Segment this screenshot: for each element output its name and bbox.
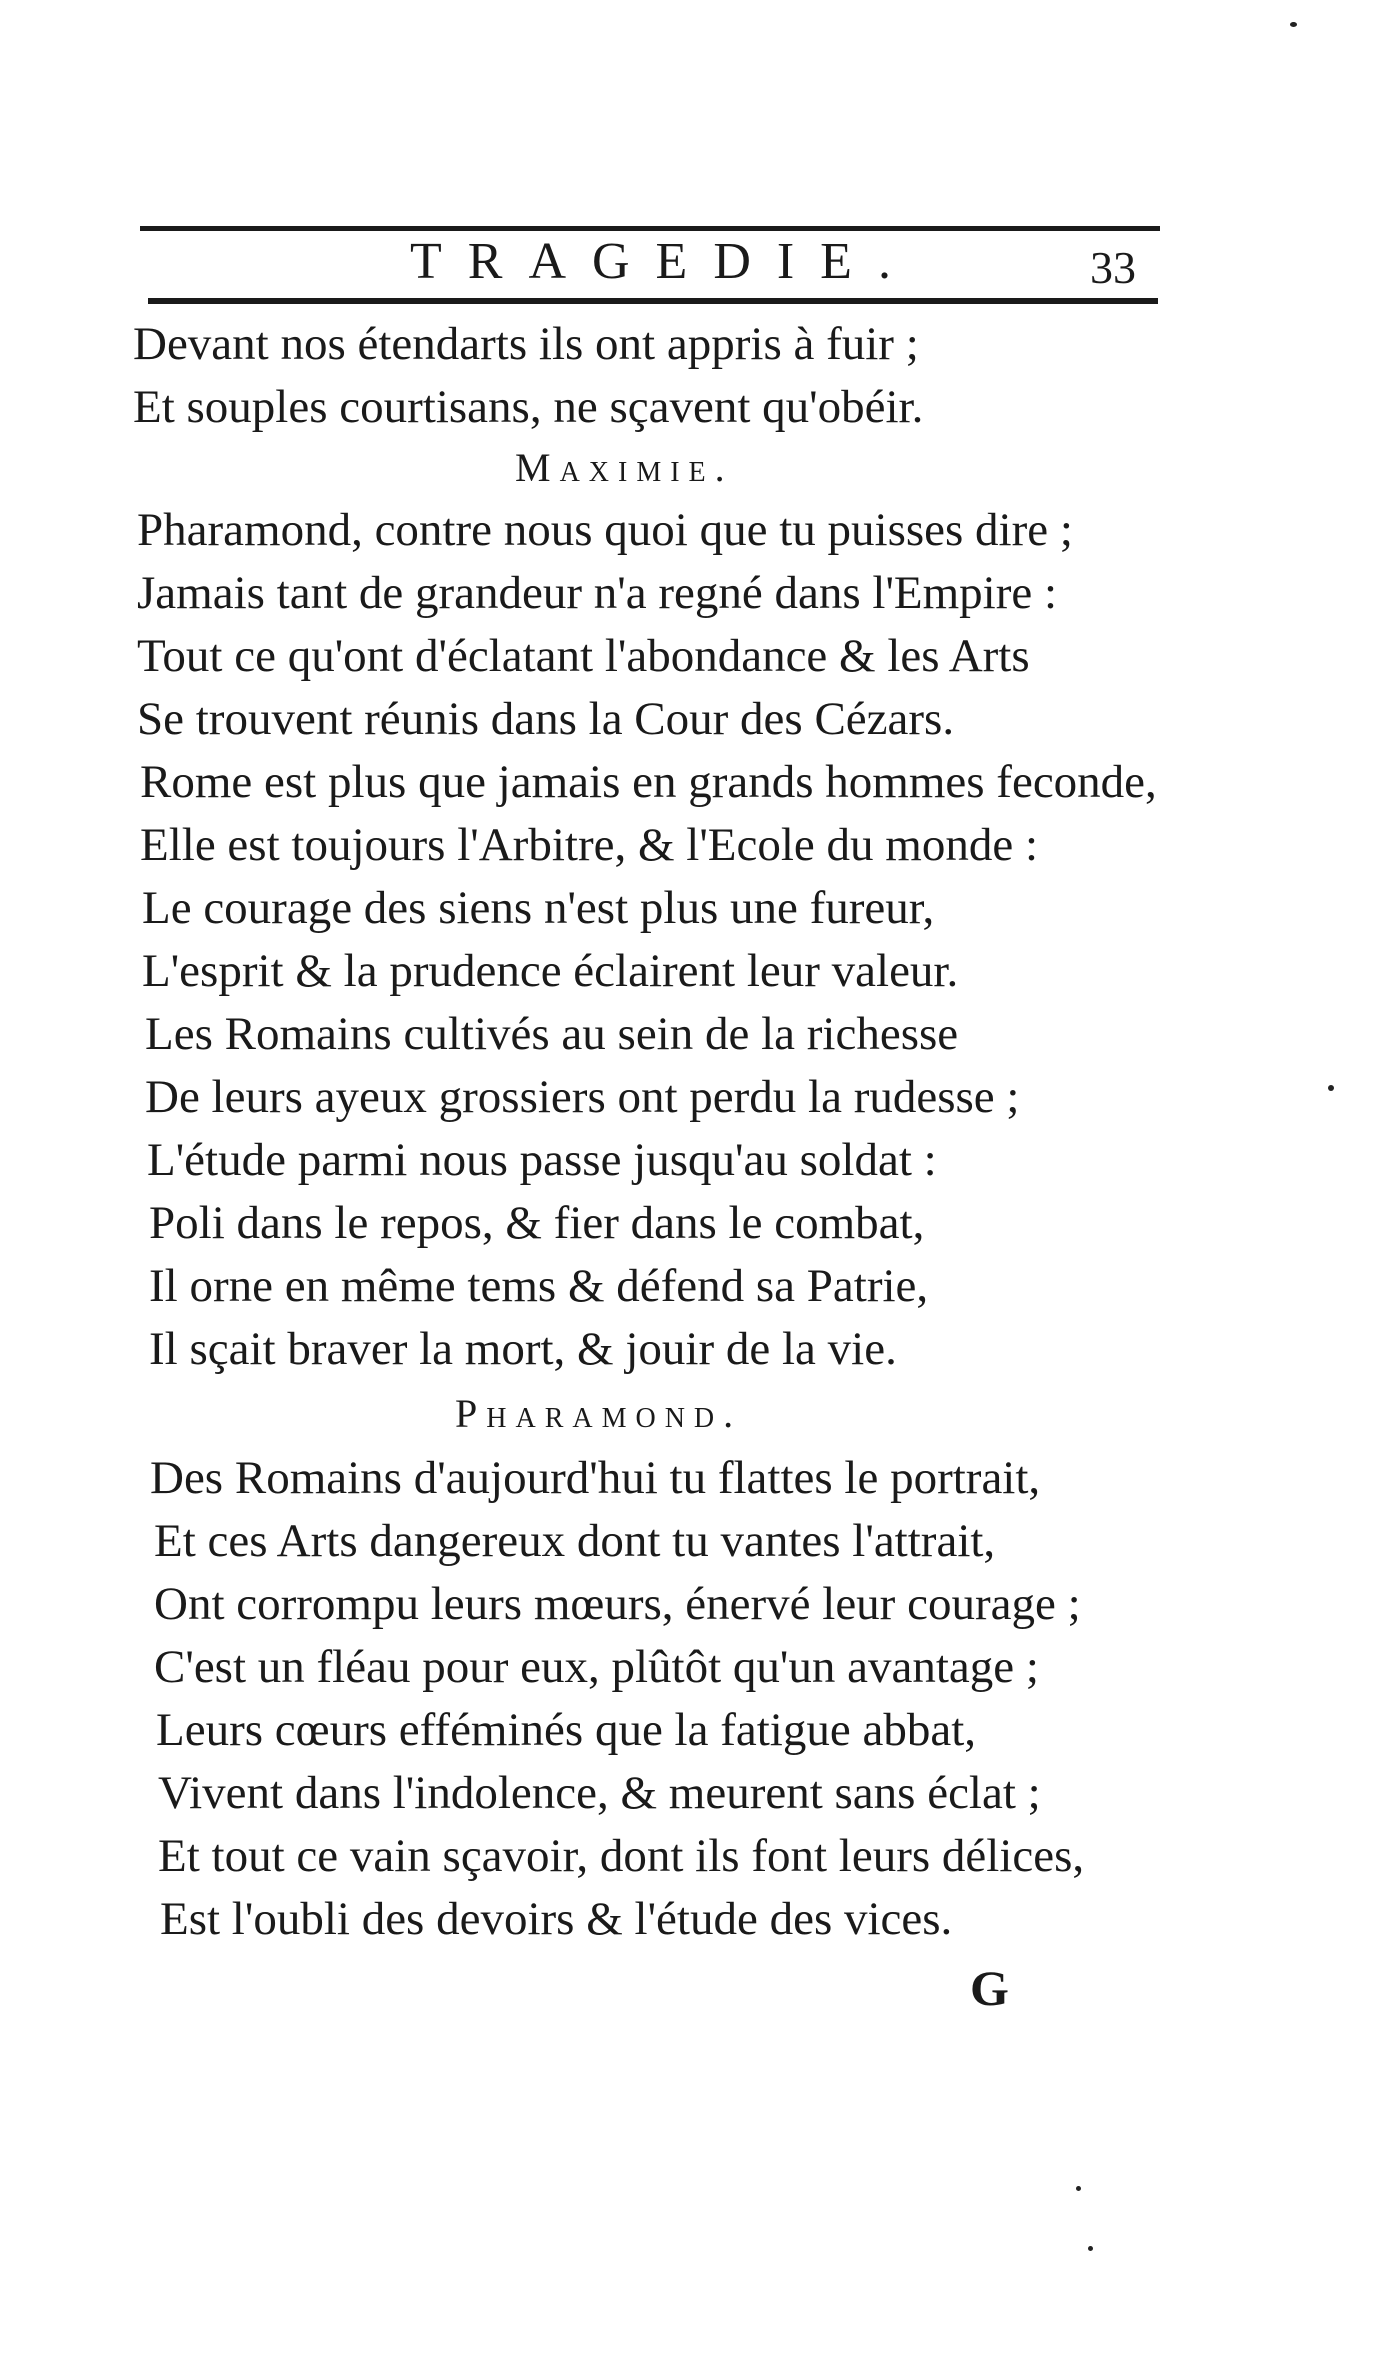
verse-line: Et souples courtisans, ne sçavent qu'obéir. — [133, 381, 924, 433]
header-rule-bottom — [148, 298, 1158, 304]
verse-line: L'esprit & la prudence éclairent leur valeur. — [142, 945, 959, 997]
verse-line: Elle est toujours l'Arbitre, & l'Ecole du monde : — [140, 819, 1039, 871]
verse-line: Pharamond, contre nous quoi que tu puisses dire ; — [137, 504, 1073, 556]
verse-line: Rome est plus que jamais en grands hommes feconde, — [140, 756, 1157, 808]
verse-line: Se trouvent réunis dans la Cour des Cézars. — [137, 693, 955, 745]
verse-line: Et ces Arts dangereux dont tu vantes l'attrait, — [154, 1515, 996, 1567]
running-title: TRAGEDIE. — [410, 233, 917, 290]
speaker-name: Maximie. — [515, 445, 734, 490]
verse-line: Leurs cœurs efféminés que la fatigue abbat, — [156, 1704, 976, 1756]
verse-line: Les Romains cultivés au sein de la richesse — [145, 1008, 959, 1060]
verse-line: Est l'oubli des devoirs & l'étude des vices. — [160, 1893, 953, 1945]
verse-line: C'est un fléau pour eux, plûtôt qu'un avantage ; — [154, 1641, 1039, 1693]
ink-speck — [1328, 1085, 1334, 1091]
ink-speck — [1076, 2186, 1081, 2191]
page-number: 33 — [1090, 242, 1136, 293]
verse-line: L'étude parmi nous passe jusqu'au soldat : — [147, 1134, 937, 1186]
verse-line: Vivent dans l'indolence, & meurent sans éclat ; — [158, 1767, 1041, 1819]
ink-speck — [1088, 2246, 1093, 2251]
verse-line: De leurs ayeux grossiers ont perdu la rudesse ; — [145, 1071, 1020, 1123]
verse-line: Et tout ce vain sçavoir, dont ils font leurs délices, — [158, 1830, 1085, 1882]
ink-speck — [1290, 22, 1297, 27]
verse-line: Il sçait braver la mort, & jouir de la vie. — [149, 1323, 897, 1375]
verse-line: Poli dans le repos, & fier dans le combat, — [149, 1197, 925, 1249]
verse-line: Le courage des siens n'est plus une fureur, — [142, 882, 935, 934]
verse-line: Jamais tant de grandeur n'a regné dans l'Empire : — [137, 567, 1058, 619]
verse-line: Tout ce qu'ont d'éclatant l'abondance & les Arts — [137, 630, 1030, 682]
verse-line: Devant nos étendarts ils ont appris à fuir ; — [133, 318, 919, 370]
verse-line: Ont corrompu leurs mœurs, énervé leur courage ; — [154, 1578, 1081, 1630]
speaker-name: Pharamond. — [455, 1391, 743, 1436]
header-rule-top — [140, 226, 1160, 231]
verse-line: Il orne en même tems & défend sa Patrie, — [149, 1260, 929, 1312]
verse-line: Des Romains d'aujourd'hui tu flattes le portrait, — [150, 1452, 1041, 1504]
signature-mark: G — [970, 1960, 1009, 2016]
